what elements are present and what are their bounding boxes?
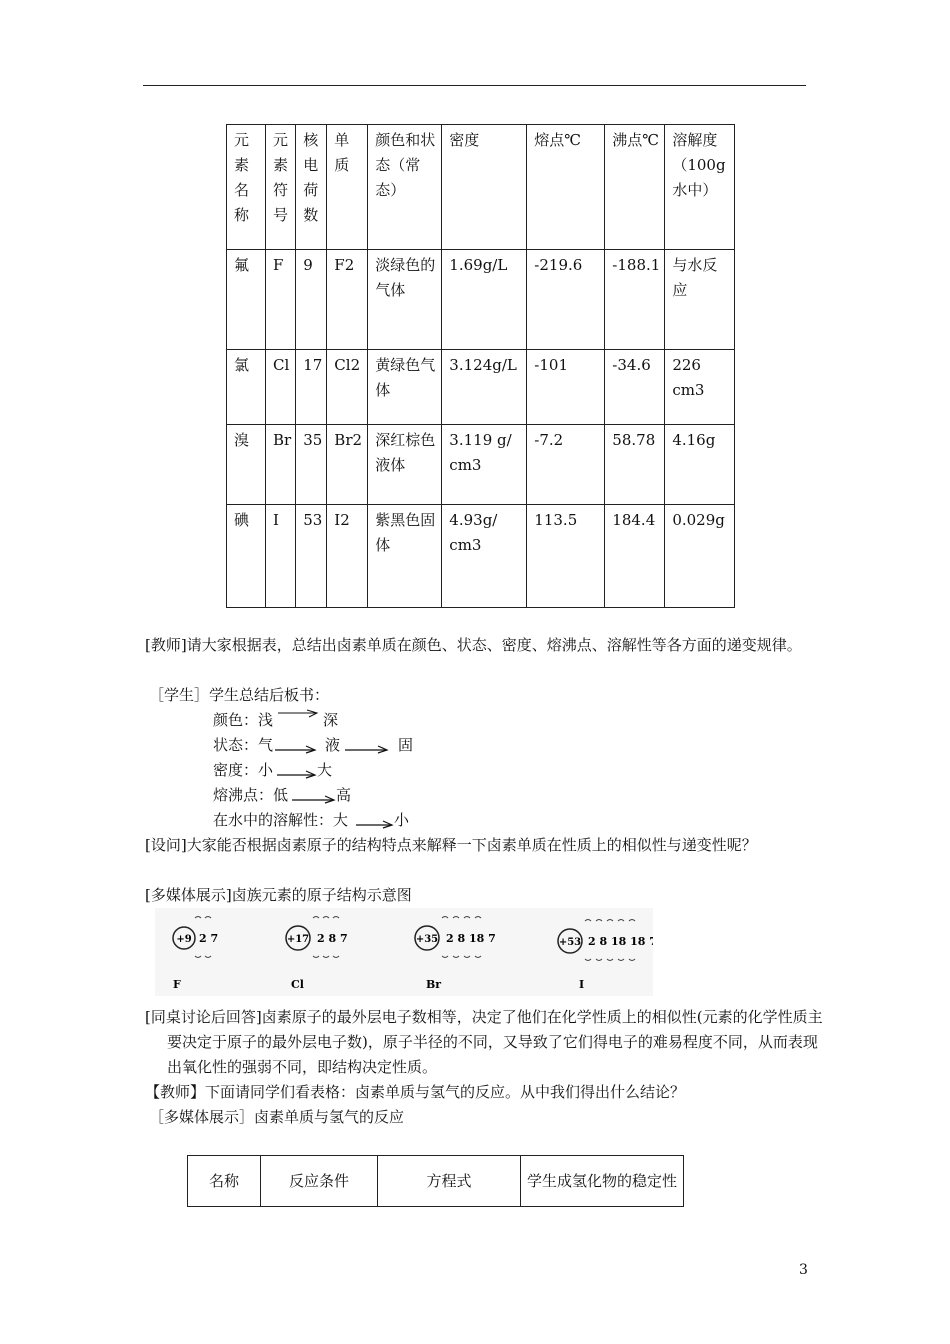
trend-state — [213, 733, 413, 758]
student-line — [149, 683, 329, 708]
header-rule — [143, 85, 806, 86]
question-paragraph — [145, 833, 836, 858]
paragraph-text: 学生总结后板书： — [209, 686, 330, 704]
header-cell: 元素符号 — [266, 125, 296, 250]
cell-solubility: 与水反应 — [665, 250, 735, 350]
trend-to: 深 — [323, 711, 339, 729]
trend-to: 高 — [336, 786, 352, 804]
arrow-icon — [288, 783, 336, 808]
cell-simple: Cl2 — [327, 350, 368, 425]
teacher-paragraph — [145, 633, 895, 658]
header-cell: 学生成氢化物的稳定性 — [521, 1156, 684, 1207]
trend-mid: 液 — [325, 736, 341, 754]
table-row — [227, 350, 735, 425]
cell-bp: 184.4 — [605, 505, 665, 608]
answer-paragraph — [145, 1005, 829, 1080]
teacher-line — [145, 1080, 685, 1105]
speaker-tag: [教师] — [145, 636, 187, 654]
atom-fluorine — [173, 917, 218, 992]
cell-density: 3.119 g/ cm3 — [442, 425, 527, 505]
speaker-tag: ［多媒体展示］ — [149, 1108, 255, 1126]
halogen-hydrogen-table — [187, 1155, 684, 1207]
cell-name: 氟 — [227, 250, 266, 350]
table-header-row — [227, 125, 735, 250]
arrow-icon — [348, 808, 394, 833]
cell-simple: I2 — [327, 505, 368, 608]
cell-solubility: 4.16g — [665, 425, 735, 505]
trend-from: 气 — [258, 736, 274, 754]
paragraph-text: 卤素原子的最外层电子数相等，决定了他们在化学性质上的相似性(元素的化学性质主要决定于原子的最外层电子数)，原子半径的不同，又导致了它们得电子的难易程度不同，从而表现出氧化性的强弱不同，即结构决定性质。 — [167, 1008, 823, 1076]
header-cell: 反应条件 — [261, 1156, 378, 1207]
trend-to: 大 — [317, 761, 333, 779]
speaker-tag: [多媒体展示] — [145, 886, 232, 904]
cell-symbol: I — [266, 505, 296, 608]
cell-color-state: 淡绿色的气体 — [368, 250, 442, 350]
arrow-icon — [273, 758, 317, 783]
cell-symbol: Cl — [266, 350, 296, 425]
cell-mp: 113.5 — [527, 505, 605, 608]
atom-symbol: F — [173, 978, 181, 991]
atom-symbol: Br — [426, 978, 442, 991]
header-cell: 核电荷数 — [296, 125, 327, 250]
cell-color-state: 黄绿色气体 — [368, 350, 442, 425]
cell-simple: Br2 — [327, 425, 368, 505]
cell-charge: 9 — [296, 250, 327, 350]
shell-label: 2 8 7 — [317, 932, 348, 945]
speaker-tag: ［学生］ — [149, 686, 210, 704]
paragraph-text: 请大家根据表，总结出卤素单质在颜色、状态、密度、熔沸点、溶解性等各方面的递变规律。 — [186, 636, 802, 654]
trend-to: 固 — [398, 736, 414, 754]
trend-density — [213, 758, 332, 783]
speaker-tag: [同桌讨论后回答] — [145, 1008, 262, 1026]
cell-solubility: 226 cm3 — [665, 350, 735, 425]
speaker-tag: 【教师】 — [145, 1083, 206, 1101]
cell-symbol: Br — [266, 425, 296, 505]
nucleus-label: +53 — [558, 937, 582, 948]
table-row — [227, 505, 735, 608]
header-cell: 方程式 — [378, 1156, 521, 1207]
cell-charge: 35 — [296, 425, 327, 505]
header-cell: 沸点℃ — [605, 125, 665, 250]
trend-color — [213, 708, 338, 733]
nucleus-label: +35 — [415, 934, 439, 945]
cell-symbol: F — [266, 250, 296, 350]
cell-density: 1.69g/L — [442, 250, 527, 350]
speaker-tag: [设问] — [145, 836, 187, 854]
cell-bp: -34.6 — [605, 350, 665, 425]
header-cell: 溶解度（100g水中） — [665, 125, 735, 250]
cell-charge: 17 — [296, 350, 327, 425]
cell-simple: F2 — [327, 250, 368, 350]
page-number: 3 — [799, 1262, 808, 1278]
media-caption — [149, 1105, 404, 1130]
paragraph-text: 下面请同学们看表格：卤素单质与氢气的反应。从中我们得出什么结论？ — [205, 1083, 686, 1101]
cell-density: 4.93g/ cm3 — [442, 505, 527, 608]
cell-name: 氯 — [227, 350, 266, 425]
atom-chlorine — [286, 917, 348, 992]
trend-from: 小 — [258, 761, 274, 779]
arrow-icon — [273, 708, 323, 733]
trend-to: 小 — [394, 811, 410, 829]
trend-melting-boiling — [213, 783, 351, 808]
cell-name: 溴 — [227, 425, 266, 505]
cell-color-state: 深红棕色液体 — [368, 425, 442, 505]
trend-label: 颜色： — [213, 711, 259, 729]
trend-label: 状态： — [213, 736, 259, 754]
trend-solubility — [213, 808, 409, 833]
atom-bromine — [415, 917, 496, 992]
nucleus-label: +17 — [286, 934, 310, 945]
cell-mp: -7.2 — [527, 425, 605, 505]
halogen-properties-table — [226, 124, 735, 608]
paragraph-text: 大家能否根据卤素原子的结构特点来解释一下卤素单质在性质上的相似性与递变性呢？ — [186, 836, 757, 854]
header-cell: 名称 — [188, 1156, 261, 1207]
cell-bp: 58.78 — [605, 425, 665, 505]
cell-solubility: 0.029g — [665, 505, 735, 608]
shell-label: 2 8 18 18 7 — [588, 935, 653, 948]
cell-mp: -219.6 — [527, 250, 605, 350]
table-header-row — [188, 1156, 684, 1207]
trend-from: 浅 — [258, 711, 274, 729]
trend-from: 低 — [273, 786, 289, 804]
cell-mp: -101 — [527, 350, 605, 425]
header-cell: 单质 — [327, 125, 368, 250]
arrow-icon — [273, 733, 325, 758]
cell-density: 3.124g/L — [442, 350, 527, 425]
paragraph-text: 卤素单质与氢气的反应 — [254, 1108, 405, 1126]
trend-label: 在水中的溶解性： — [213, 811, 334, 829]
trend-from: 大 — [333, 811, 349, 829]
cell-color-state: 紫黑色固体 — [368, 505, 442, 608]
shell-label: 2 8 18 7 — [446, 932, 496, 945]
atom-symbol: I — [579, 978, 585, 991]
paragraph-text: 卤族元素的原子结构示意图 — [231, 886, 412, 904]
header-cell: 颜色和状 态（常态） — [368, 125, 442, 250]
atom-iodine — [558, 920, 653, 992]
trend-label: 密度： — [213, 761, 259, 779]
atomic-structure-diagram — [155, 908, 653, 996]
cell-bp: -188.1 — [605, 250, 665, 350]
shell-label: 2 7 — [199, 932, 219, 945]
media-caption — [145, 883, 412, 908]
atom-symbol: Cl — [291, 978, 304, 991]
header-cell: 元素名称 — [227, 125, 266, 250]
nucleus-label: +9 — [176, 934, 192, 945]
header-cell: 熔点℃ — [527, 125, 605, 250]
cell-charge: 53 — [296, 505, 327, 608]
table-row — [227, 250, 735, 350]
header-cell: 密度 — [442, 125, 527, 250]
table-row — [227, 425, 735, 505]
cell-name: 碘 — [227, 505, 266, 608]
arrow-icon — [340, 733, 398, 758]
trend-label: 熔沸点： — [213, 786, 274, 804]
